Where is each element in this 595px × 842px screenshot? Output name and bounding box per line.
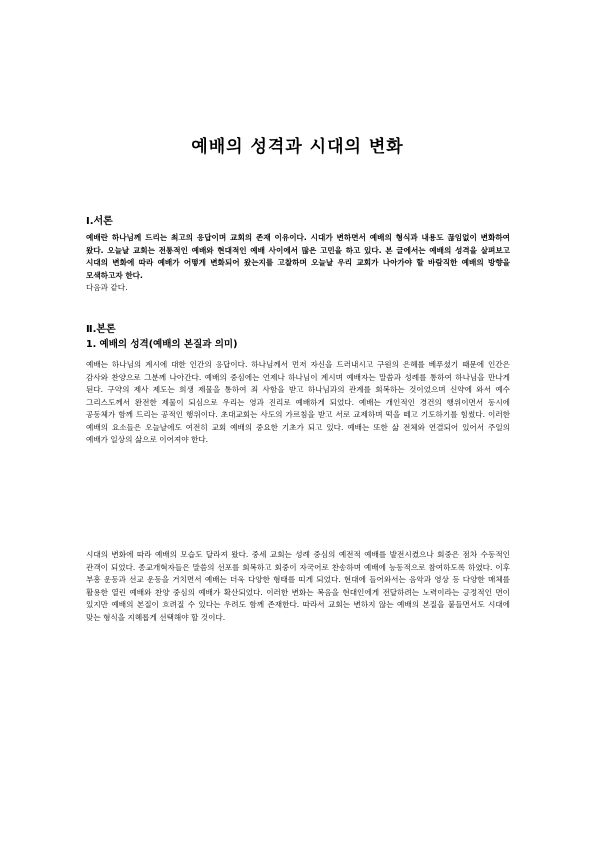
main-subheading: 1. 예배의 성격(예배의 본질과 의미) bbox=[86, 339, 238, 350]
intro-paragraph: 예배란 하나님께 드리는 최고의 응답이며 교회의 존재 이유이다. 시대가 변하면서 예배의 형식과 내용도 끊임없이 변화하여 왔다. 오늘날 교회는 전통적인 예배와 현대적인 예배 사이에서 많은 고민을 하고 있다. 본 글에서는 예배의 성격을 살펴보고 시대의 변화에 따라 예배가 어떻게 변화되어 왔는지를 고찰하며 오늘날 우리 교회가 나아가야 할 바람직한 예배의 방향을 모색하고자 한다. bbox=[86, 233, 510, 280]
main-paragraph-1: 예배는 하나님의 계시에 대한 인간의 응답이다. 하나님께서 먼저 자신을 드러내시고 구원의 은혜를 베푸셨기 때문에 인간은 감사와 찬양으로 그분께 나아간다. 예배의 중심에는 언제나 하나님이 계시며 예배자는 말씀과 성례를 통하여 하나님을 만나게 된다. 구약의 제사 제도는 희생 제물을 통하여 죄 사함을 받고 하나님과의 관계를 회복하는 것이었으며 신약에 와서 예수 그리스도께서 완전한 제물이 되심으로 우리는 영과 진리로 예배하게 되었다. 예배는 개인적인 경건의 행위이면서 동시에 공동체가 함께 드리는 공적인 행위이다. 초대교회는 사도의 가르침을 받고 서로 교제하며 떡을 떼고 기도하기를 힘썼다. 이러한 예배의 요소들은 오늘날에도 여전히 교회 예배의 중요한 기초가 되고 있다. 예배는 또한 삶 전체와 연결되어 있어서 주일의 예배가 일상의 삶으로 이어져야 한다. bbox=[86, 360, 510, 444]
intro-paragraph-tail: 다음과 같다. bbox=[86, 283, 128, 292]
main-heading: Ⅱ.본론 bbox=[86, 324, 116, 335]
intro-heading: Ⅰ.서론 bbox=[86, 216, 113, 227]
document-title: 예배의 성격과 시대의 변화 bbox=[191, 137, 404, 157]
main-paragraph-2: 시대의 변화에 따라 예배의 모습도 달라져 왔다. 중세 교회는 성례 중심의 예전적 예배를 발전시켰으나 회중은 점차 수동적인 관객이 되었다. 종교개혁자들은 말씀의 선포를 회복하고 회중이 자국어로 찬송하며 예배에 능동적으로 참여하도록 하였다. 이후 부흥 운동과 선교 운동을 거치면서 예배는 더욱 다양한 형태를 띠게 되었다. 현대에 들어와서는 음악과 영상 등 다양한 매체를 활용한 열린 예배와 찬양 중심의 예배가 확산되었다. 이러한 변화는 복음을 현대인에게 전달하려는 노력이라는 긍정적인 면이 있지만 예배의 본질이 흐려질 수 있다는 우려도 함께 존재한다. 따라서 교회는 변하지 않는 예배의 본질을 붙들면서도 시대에 맞는 형식을 지혜롭게 선택해야 할 것이다. bbox=[86, 550, 510, 622]
